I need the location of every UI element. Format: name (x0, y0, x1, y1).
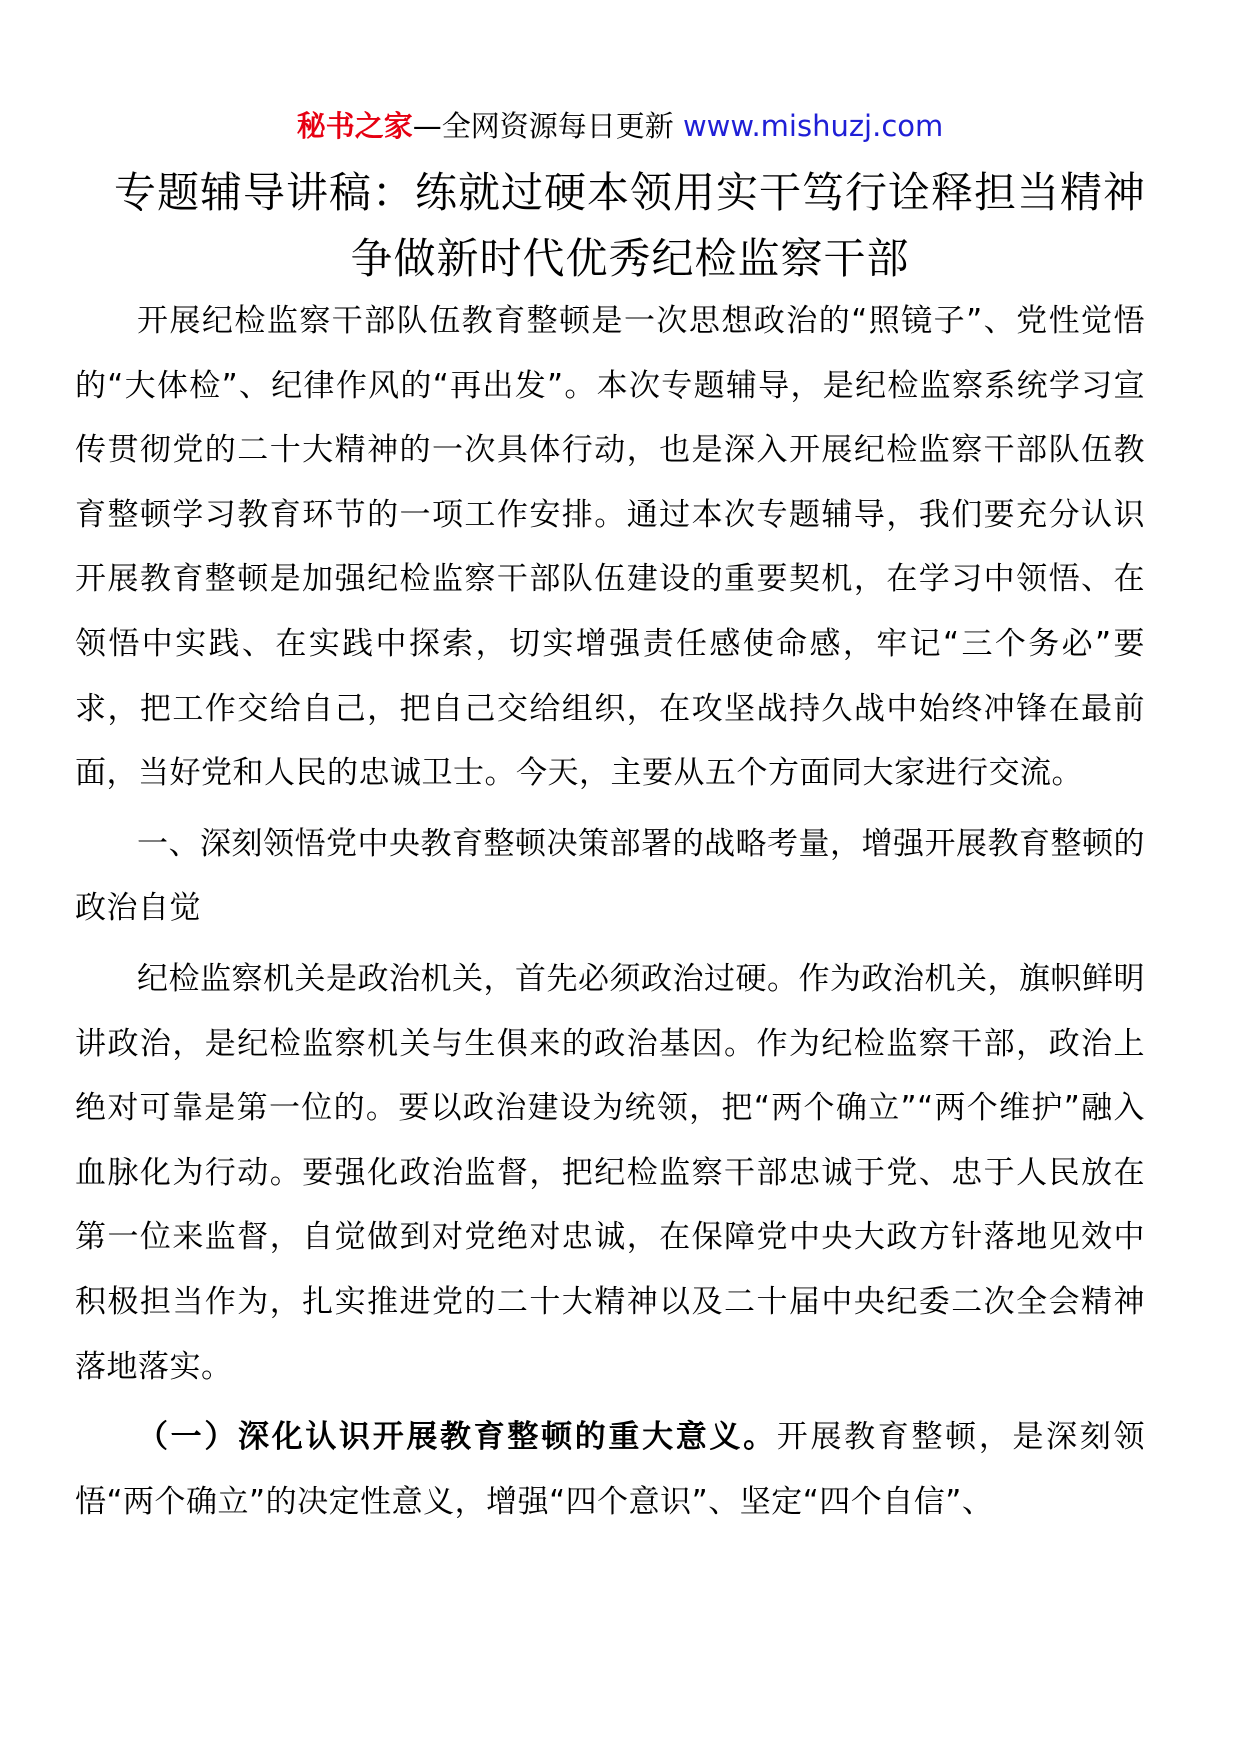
brand-name: 秘书之家 (296, 109, 413, 143)
intro-paragraph: 开展纪检监察干部队伍教育整顿是一次思想政治的“照镜子”、党性觉悟的“大体检”、纪律作风的“再出发”。本次专题辅导，是纪检监察系统学习宣传贯彻党的二十大精神的一次具体行动，也是深入开展纪检监察干部队伍教育整顿学习教育环节的一项工作安排。通过本次专题辅导，我们要充分认识开展教育整顿是加强纪检监察干部队伍建设的重要契机，在学习中领悟、在领悟中实践、在实践中探索，切实增强责任感使命感，牢记“三个务必”要求，把工作交给自己，把自己交给组织，在攻坚战持久战中始终冲锋在最前面，当好党和人民的忠诚卫士。今天，主要从五个方面同大家进行交流。 (75, 303, 1145, 792)
section-heading: 一、深刻领悟党中央教育整顿决策部署的战略考量，增强开展教育整顿的政治自觉 (75, 825, 1145, 927)
subsection-lead: （一）深化认识开展教育整顿的重大意义。 (137, 1419, 777, 1456)
section-paragraph: 纪检监察机关是政治机关，首先必须政治过硬。作为政治机关，旗帜鲜明讲政治，是纪检监察机关与生俱来的政治基因。作为纪检监察干部，政治上绝对可靠是第一位的。要以政治建设为统领，把“两个确立”“两个维护”融入血脉化为行动。要强化政治监督，把纪检监察干部忠诚于党、忠于人民放在第一位来监督，自觉做到对党绝对忠诚，在保障党中央大政方针落地见效中积极担当作为，扎实推进党的二十大精神以及二十届中央纪委二次全会精神落地落实。 (75, 960, 1145, 1385)
site-header (0, 106, 1240, 146)
subsection-paragraph (75, 1405, 1145, 1534)
document-body (75, 289, 1145, 1534)
subsection-text: 开展教育整顿，是深刻领悟“两个确立”的决定性意义，增强“四个意识”、坚定“四个自信”、 (75, 1419, 1146, 1520)
site-tagline: —全网资源每日更新 (412, 109, 674, 143)
document-title: 专题辅导讲稿：练就过硬本领用实干笃行诠释担当精神 争做新时代优秀纪检监察干部 (113, 168, 1146, 283)
site-url-link[interactable]: www.mishuzj.com (682, 109, 944, 143)
